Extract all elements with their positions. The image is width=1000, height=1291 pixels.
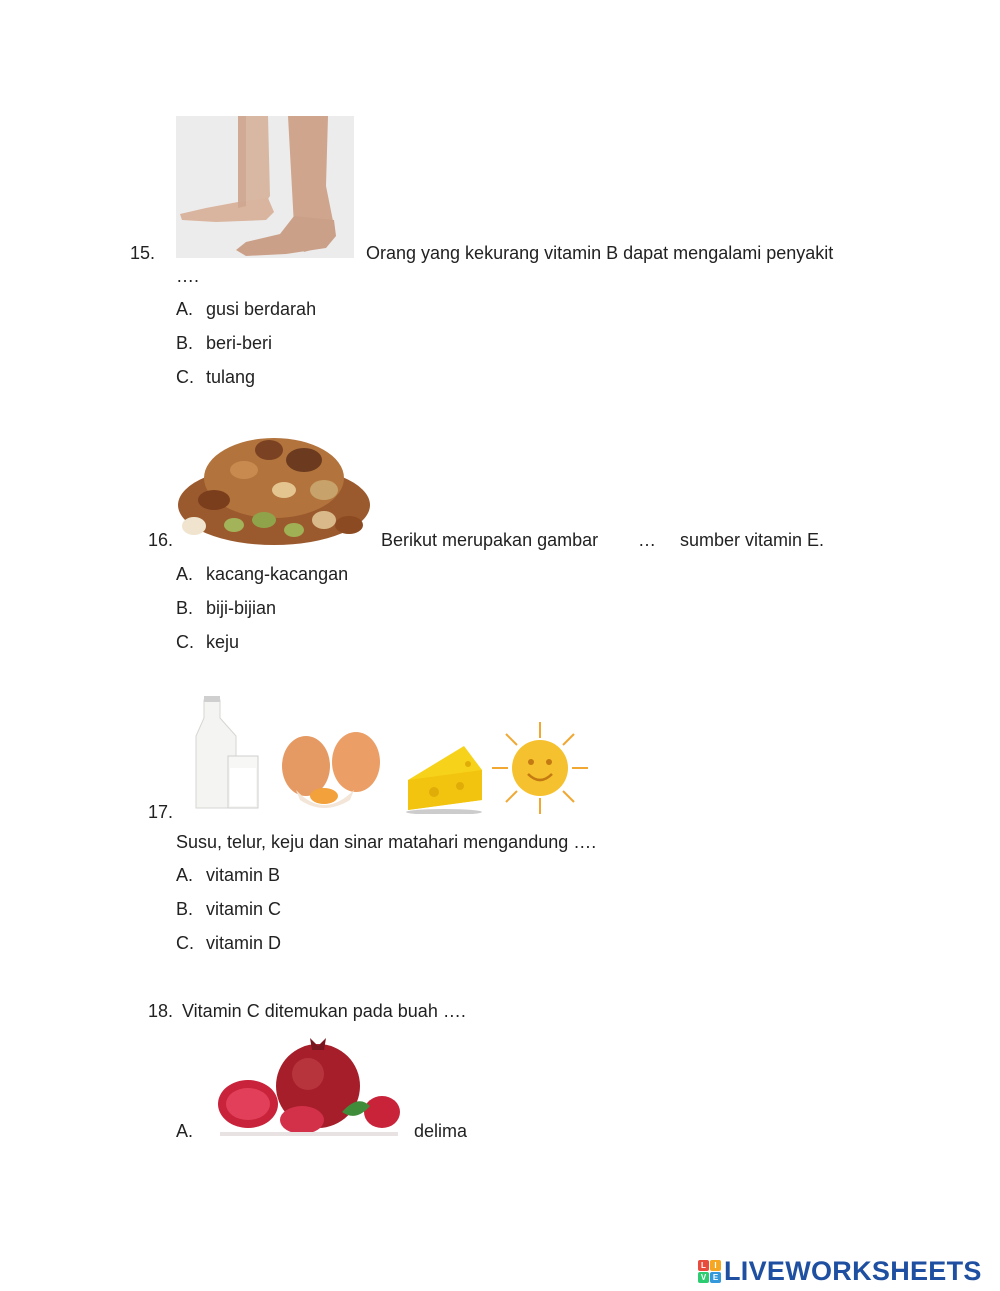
sun-icon [490,720,590,816]
question-17-text: Susu, telur, keju dan sinar matahari mengandung …. [176,832,597,852]
pomegranate-image [212,1034,406,1138]
option-text: vitamin D [206,933,282,953]
question-17-number: 17. [148,802,174,822]
question-16-text-a: Berikut merupakan gambar [381,530,599,550]
mark-letter-i: I [710,1260,721,1271]
option-letter: A. [176,564,194,584]
question-16-option-c[interactable] [176,632,239,652]
question-17-option-a[interactable] [176,865,280,885]
mark-letter-l: L [698,1260,709,1271]
mark-letter-v: V [698,1272,709,1283]
option-text: kacang-kacangan [206,564,349,584]
option-letter: A. [176,865,194,885]
question-15-number: 15. [130,243,156,263]
option-letter: C. [176,367,194,387]
milk-image [192,696,264,818]
option-text: gusi berdarah [206,299,317,319]
brand-name: LIVEWORKSHEETS [724,1255,982,1286]
mixed-nuts-image [174,430,372,548]
question-15-option-a[interactable] [176,299,316,319]
option-text: keju [206,632,240,652]
question-16-text-c: sumber vitamin E. [680,530,825,550]
liveworksheets-logo [698,1256,982,1286]
question-18-text: Vitamin C ditemukan pada buah …. [182,1001,466,1021]
question-15-text: Orang yang kekurang vitamin B dapat mengalami penyakit [366,243,834,263]
question-16-option-a[interactable] [176,564,348,584]
swollen-feet-image [176,116,354,258]
question-18-option-a-letter: A. [176,1121,194,1141]
option-text: vitamin C [206,899,282,919]
liveworksheets-mark-icon [698,1260,721,1283]
question-16-option-b[interactable] [176,598,276,618]
option-letter: B. [176,899,194,919]
question-17-option-b[interactable] [176,899,281,919]
question-15-option-c[interactable] [176,367,255,387]
option-letter: C. [176,632,194,652]
question-16-number: 16. [148,530,174,550]
question-16-text-b: … [638,530,656,550]
question-15-option-b[interactable] [176,333,272,353]
question-15-ellipsis: …. [176,266,200,286]
eggs-image [272,730,384,816]
option-letter: C. [176,933,194,953]
option-letter: B. [176,598,194,618]
option-letter: B. [176,333,194,353]
option-text: biji-bijian [206,598,277,618]
option-text: vitamin B [206,865,281,885]
option-text: beri-beri [206,333,273,353]
question-17-option-c[interactable] [176,933,281,953]
option-text: tulang [206,367,256,387]
option-letter: A. [176,299,194,319]
cheese-icon [404,740,486,814]
mark-letter-e: E [710,1272,721,1283]
question-18-option-a-text[interactable]: delima [414,1121,468,1141]
question-18-number: 18. [148,1001,174,1021]
